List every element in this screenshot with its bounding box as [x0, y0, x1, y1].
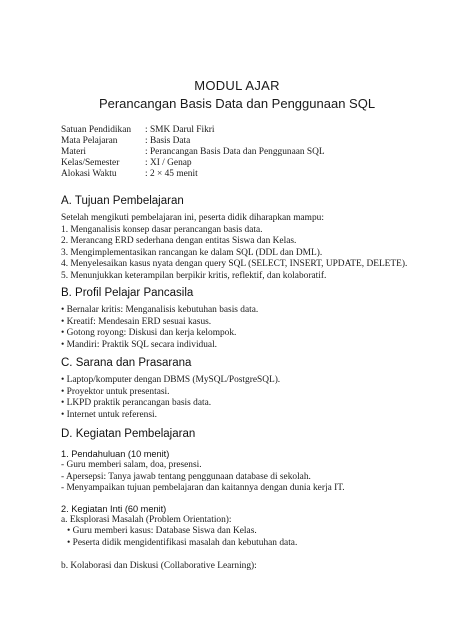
document-subtitle: Perancangan Basis Data dan Penggunaan SQL [98, 96, 376, 111]
list-item: • Kreatif: Mendesain ERD sesuai kasus. [61, 316, 212, 327]
meta-row [61, 147, 325, 158]
meta-value: : 2 × 45 menit [145, 169, 198, 179]
meta-value: : Basis Data [145, 136, 191, 146]
identity-table [61, 125, 325, 180]
document-title: MODUL AJAR [194, 78, 280, 93]
list-item: 2. Merancang ERD sederhana dengan entitas Siswa dan Kelas. [61, 236, 297, 247]
list-item: • Internet untuk referensi. [61, 409, 157, 420]
list-item: • Laptop/komputer dengan DBMS (MySQL/PostgreSQL). [61, 375, 281, 385]
list-item: • Mandiri: Praktik SQL secara individual. [61, 339, 218, 350]
list-item: - Apersepsi: Tanya jawab tentang penggunaan database di sekolah. [61, 471, 311, 482]
meta-value: : XI / Genap [145, 158, 192, 168]
meta-label: Materi [61, 147, 86, 157]
list-item: - Guru memberi salam, doa, presensi. [61, 460, 202, 470]
sub-label: a. Eksplorasi Masalah (Problem Orientation): [61, 514, 232, 525]
section-sarana [61, 356, 441, 421]
intro-text: Setelah mengikuti pembelajaran ini, peserta didik diharapkan mampu: [61, 213, 324, 223]
sub-label: b. Kolaborasi dan Diskusi (Collaborative Learning): [61, 560, 257, 571]
list-item: - Menyampaikan tujuan pembelajaran dan kaitannya dengan dunia kerja IT. [61, 483, 345, 494]
section-body [61, 515, 441, 572]
meta-row [61, 169, 325, 180]
subsection-heading: 2. Kegiatan Inti (60 menit) [61, 503, 167, 514]
section-body [61, 305, 441, 351]
list-item: • Bernalar kritis: Menganalisis kebutuhan basis data. [61, 305, 259, 315]
meta-row [61, 136, 325, 147]
section-heading: D. Kegiatan Pembelajaran [61, 428, 196, 440]
meta-label: Alokasi Waktu [61, 169, 117, 179]
meta-label: Mata Pelajaran [61, 136, 118, 146]
section-heading: C. Sarana dan Prasarana [61, 357, 192, 369]
meta-label: Satuan Pendidikan [61, 125, 132, 135]
section-tujuan [61, 194, 441, 283]
list-item: 5. Menunjukkan keterampilan berpikir kritis, reflektif, dan kolaboratif. [61, 270, 327, 281]
list-item: • Gotong royong: Diskusi dan kerja kelompok. [61, 328, 237, 339]
meta-row [61, 125, 325, 136]
section-body [61, 213, 441, 283]
list-item: • Peserta didik mengidentifikasi masalah dan kebutuhan data. [67, 537, 298, 548]
meta-row [61, 158, 325, 169]
list-item: 1. Menganalisis konsep dasar perancangan basis data. [61, 224, 263, 235]
section-body [61, 460, 441, 495]
section-body [61, 375, 441, 421]
meta-value: : SMK Darul Fikri [145, 125, 215, 135]
section-heading: B. Profil Pelajar Pancasila [61, 287, 194, 299]
list-item: • Guru memberi kasus: Database Siswa dan Kelas. [67, 526, 257, 537]
section-profil [61, 286, 441, 351]
meta-label: Kelas/Semester [61, 158, 120, 168]
list-item: 3. Mengimplementasikan rancangan ke dalam SQL (DDL dan DML). [61, 247, 323, 258]
list-item: 4. Menyelesaikan kasus nyata dengan query SQL (SELECT, INSERT, UPDATE, DELETE). [61, 259, 408, 270]
section-heading: A. Tujuan Pembelajaran [61, 195, 184, 207]
list-item: • Proyektor untuk presentasi. [61, 386, 170, 397]
title-block [0, 78, 474, 113]
list-item: • LKPD praktik perancangan basis data. [61, 398, 212, 409]
meta-value: : Perancangan Basis Data dan Penggunaan SQL [145, 147, 325, 157]
subsection-heading: 1. Pendahuluan (10 menit) [61, 449, 170, 459]
section-kegiatan [61, 427, 441, 572]
